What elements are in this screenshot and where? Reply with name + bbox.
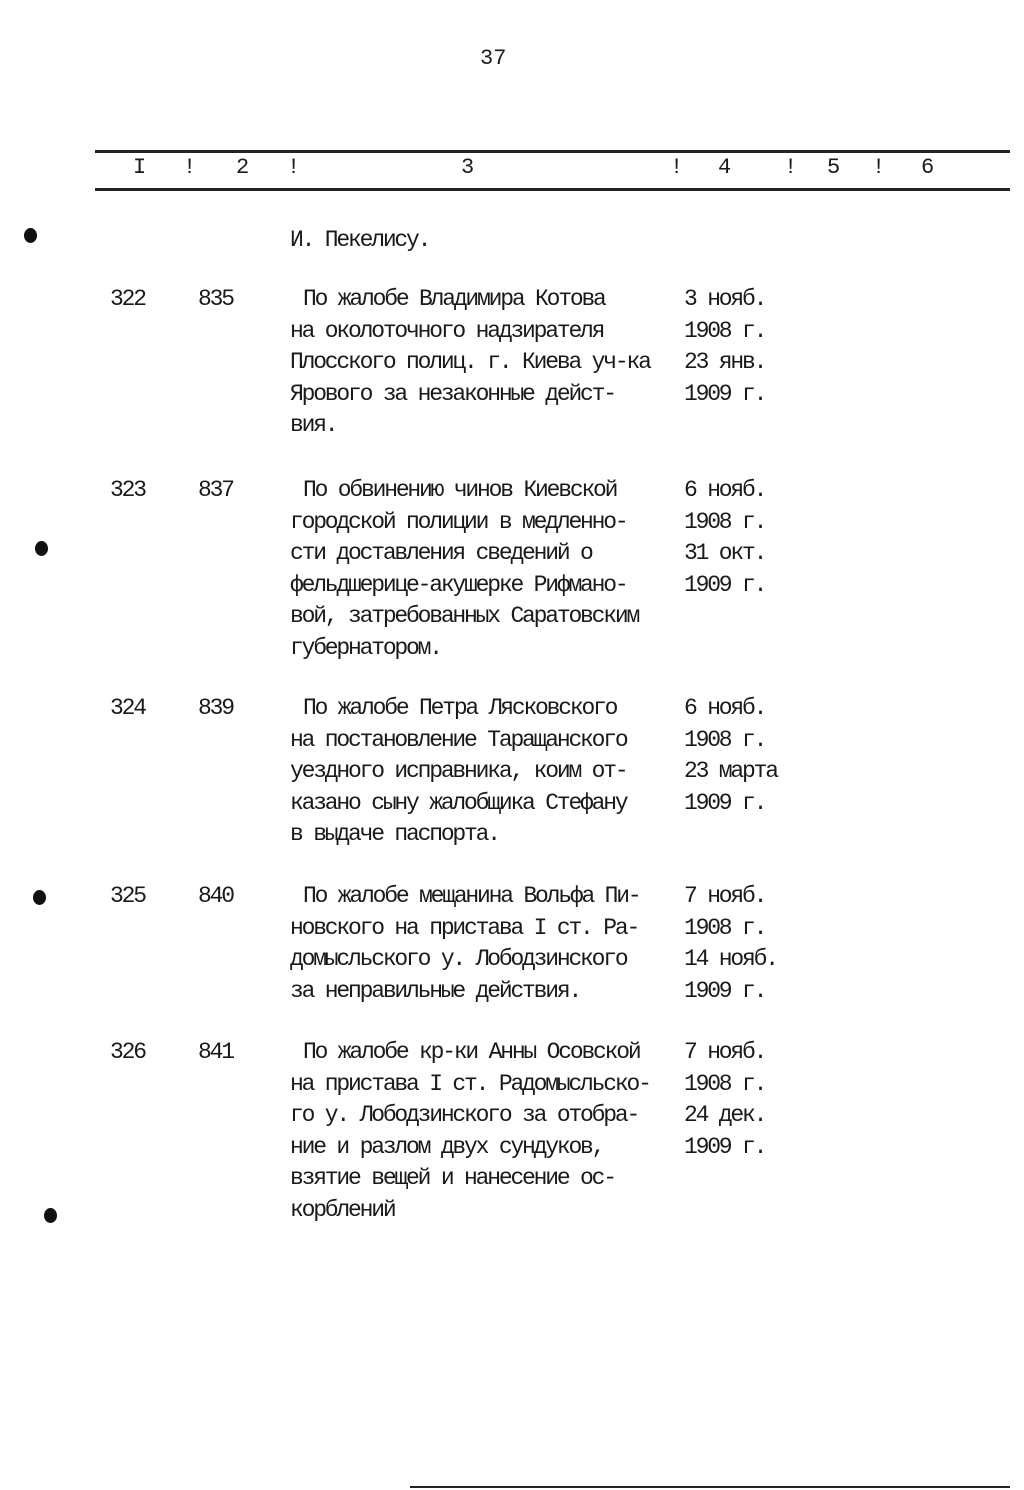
date-line: 6 нояб.: [684, 477, 766, 503]
description-line: вия.: [290, 412, 337, 438]
description-line: на пристава I ст. Радомысльско-: [290, 1070, 650, 1097]
header-col-5: 5: [827, 155, 841, 180]
description-line: фельдшерице-акушерке Рифмано-: [290, 571, 627, 598]
file-number: 840: [198, 883, 233, 909]
punch-hole-mark: [24, 228, 37, 243]
description-line: на околоточного надзирателя: [290, 317, 604, 344]
description-line: городской полиции в медленно-: [290, 508, 627, 535]
date-line: 1909 г.: [684, 380, 766, 407]
description-line: Плосского полиц. г. Киева уч-ка: [290, 349, 650, 375]
description-line: за неправильные действия.: [290, 977, 581, 1004]
file-number: 837: [198, 477, 233, 503]
file-number: 841: [198, 1039, 233, 1065]
entry-dates: [684, 881, 777, 1007]
entry-description: [290, 475, 675, 664]
date-line: 23 марта: [684, 758, 777, 784]
date-line: 1909 г.: [684, 977, 766, 1004]
description-line: По жалобе кр-ки Анны Осовской: [303, 1039, 640, 1065]
entry-dates: [684, 1037, 765, 1163]
description-line: губернатором.: [290, 634, 441, 661]
description-line: По жалобе Петра Лясковского: [303, 695, 617, 721]
date-line: 7 нояб.: [684, 883, 766, 909]
date-line: 31 окт.: [684, 540, 766, 566]
description-line: в выдаче паспорта.: [290, 821, 499, 847]
description-line: взятие вещей и нанесение ос-: [290, 1165, 615, 1191]
date-line: 6 нояб.: [684, 695, 766, 721]
header-bottom-rule: [95, 188, 1010, 191]
entry-number: 326: [110, 1039, 145, 1065]
date-line: 1908 г.: [684, 1070, 766, 1097]
header-separator: !: [872, 155, 886, 180]
date-line: 1908 г.: [684, 508, 766, 535]
header-separator: !: [670, 155, 684, 180]
description-line: корблений: [290, 1196, 395, 1223]
description-line: По жалобе мещанина Вольфа Пи-: [303, 883, 640, 909]
entry-dates: [684, 475, 765, 601]
date-line: 1908 г.: [684, 317, 766, 344]
entry-description: [290, 693, 675, 851]
date-line: 1908 г.: [684, 726, 766, 753]
date-line: 1909 г.: [684, 789, 766, 816]
entry-dates: [684, 284, 765, 410]
date-line: 24 дек.: [684, 1102, 766, 1128]
header-top-rule: [95, 150, 1010, 153]
header-col-6: 6: [921, 155, 935, 180]
description-line: казано сыну жалобщика Стефану: [290, 789, 627, 816]
bottom-rule: [410, 1486, 1010, 1488]
description-line: го у. Лободзинского за отобра-: [290, 1102, 639, 1128]
file-number: 839: [198, 695, 233, 721]
description-line: Ярового за незаконные дейст-: [290, 380, 615, 407]
header-separator: !: [183, 155, 197, 180]
date-line: 1909 г.: [684, 1133, 766, 1160]
punch-hole-mark: [35, 541, 48, 556]
description-line: на постановление Таращанского: [290, 726, 627, 753]
header-col-1: I: [133, 155, 147, 180]
header-separator: !: [784, 155, 798, 180]
date-line: 7 нояб.: [684, 1039, 766, 1065]
entry-number: 325: [110, 883, 145, 909]
date-line: 23 янв.: [684, 349, 766, 375]
entry-description: [290, 284, 675, 442]
header-col-2: 2: [236, 155, 250, 180]
punch-hole-mark: [44, 1208, 57, 1223]
date-line: 14 нояб.: [684, 946, 777, 972]
header-separator: !: [287, 155, 301, 180]
entry-number: 323: [110, 477, 145, 503]
file-number: 835: [198, 286, 233, 312]
date-line: 3 нояб.: [684, 286, 766, 312]
date-line: 1909 г.: [684, 571, 766, 598]
entry-description: [290, 881, 675, 1007]
entry-number: 322: [110, 286, 145, 312]
date-line: 1908 г.: [684, 914, 766, 941]
description-line: сти доставления сведений о: [290, 540, 592, 566]
punch-hole-mark: [33, 890, 46, 905]
header-col-4: 4: [718, 155, 732, 180]
entry-number: 324: [110, 695, 145, 721]
table-header: [0, 155, 1024, 185]
entry-dates: [684, 693, 777, 819]
description-line: По обвинению чинов Киевской: [303, 477, 617, 503]
description-line: ние и разлом двух сундуков,: [290, 1133, 604, 1160]
description-line: уездного исправника, коим от-: [290, 758, 627, 784]
entry-description: [290, 1037, 675, 1226]
description-line: новского на пристава I ст. Ра-: [290, 914, 639, 941]
description-line: вой, затребованных Саратовским: [290, 603, 639, 629]
continuation-text: И. Пекелису.: [290, 227, 430, 253]
header-col-3: 3: [461, 155, 475, 180]
description-line: домысльского у. Лободзинского: [290, 946, 627, 972]
page-number: 37: [480, 46, 507, 71]
description-line: По жалобе Владимира Котова: [303, 286, 605, 312]
